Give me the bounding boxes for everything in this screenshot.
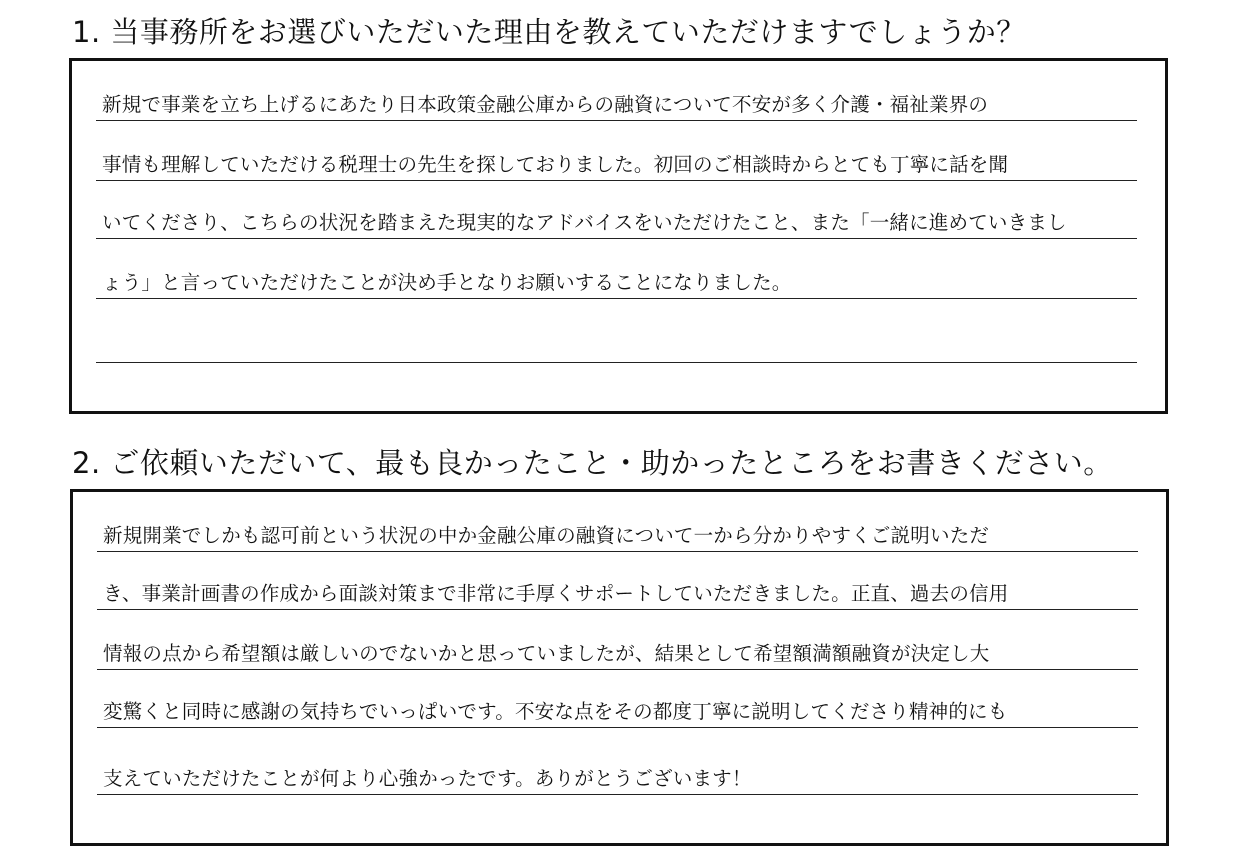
answer-2-line-1	[97, 492, 1138, 552]
answer-2-box	[70, 489, 1169, 846]
answer-1-line-2-text: 事情も理解していただける税理士の先生を探しておりました。初回のご相談時からとても丁寧に話を聞	[102, 153, 1009, 176]
answer-2-line-4	[97, 668, 1138, 728]
answer-1-line-1	[96, 61, 1137, 121]
answer-2-line-5	[97, 735, 1138, 795]
answer-1-line-3-text: いてくださり、こちらの状況を踏まえた現実的なアドバイスをいただけたこと、また「一緒に進めていきまし	[102, 211, 1067, 234]
answer-2-line-3-text: 情報の点から希望額は厳しいのでないかと思っていましたが、結果として希望額満額融資が決定し大	[103, 642, 990, 665]
answer-1-line-4-text: ょう」と言っていただけたことが決め手となりお願いすることになりました。	[102, 271, 792, 294]
answer-1-line-5	[96, 303, 1137, 363]
question-2-title: 2. ご依頼いただいて、最も良かったこと・助かったところをお書きください。	[72, 446, 1113, 480]
answer-2-line-5-text: 支えていただけたことが何より心強かったです。ありがとうございます！	[103, 767, 752, 790]
answer-1-box	[69, 58, 1168, 414]
answer-2-line-4-text: 変驚くと同時に感謝の気持ちでいっぱいです。不安な点をその都度丁寧に説明してくださり精神的にも	[103, 700, 1008, 723]
answer-2-line-3	[97, 610, 1138, 670]
answer-2-line-1-text: 新規開業でしかも認可前という状況の中か金融公庫の融資について一から分かりやすくご説明いただ	[103, 524, 990, 547]
answer-1-line-4	[96, 239, 1137, 299]
answer-1-line-2	[96, 121, 1137, 181]
answer-1-line-3	[96, 179, 1137, 239]
question-1-title: 1. 当事務所をお選びいただいた理由を教えていただけますでしょうか？	[72, 15, 1026, 49]
answer-2-line-2	[97, 550, 1138, 610]
answer-1-line-1-text: 新規で事業を立ち上げるにあたり日本政策金融公庫からの融資について不安が多く介護・福祉業界の	[102, 93, 989, 116]
answer-2-line-2-text: き、事業計画書の作成から面談対策まで非常に手厚くサポートしていただきました。正直、過去の信用	[103, 582, 1009, 605]
